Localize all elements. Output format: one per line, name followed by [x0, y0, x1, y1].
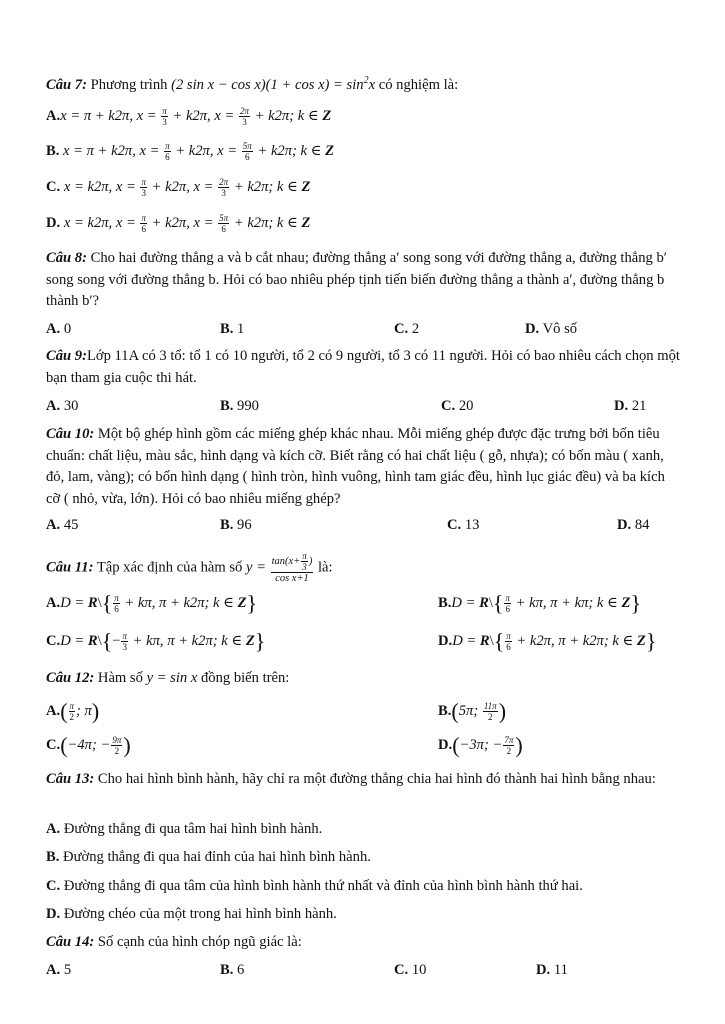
option-label: D. [46, 215, 61, 231]
question-text: Một bộ ghép hình gồm các miếng ghép khác nhau. Mỗi miếng ghép được đặc trưng bởi bốn tiêu chuẩn: chất liệu, màu sắc, hình dạng và kích cỡ. Biết rằng có hai chất liệu ( gỗ, nhựa); có bốn màu ( xanh, đỏ, lam, vàng); có bốn hình dạng ( hình tròn, hình vuông, hình tam giác đều, hình lục giác đều) và ba kích cỡ ( nhỏ, vừa, lớn). Hỏi có bao nhiêu miếng ghép? [46, 426, 665, 507]
q9-option-c[interactable]: C. 20 [441, 398, 474, 414]
fraction: $\frac{5\pi}{6}$ [242, 141, 252, 163]
question-label: Câu 10: [46, 426, 95, 442]
equation: (2 sin x − cos x)(1 + cos x) = sin [171, 76, 364, 93]
exponent: 2 [363, 75, 369, 86]
question-text-end: là: [317, 559, 333, 576]
q10-option-b[interactable]: B. 96 [220, 517, 252, 533]
integer-set: Z [322, 108, 332, 124]
q10-option-a[interactable]: A. 45 [46, 517, 79, 533]
fraction: $\frac{2\pi}{3}$ [239, 106, 249, 128]
q13-option-c[interactable]: C. Đường thẳng đi qua tâm của hình bình hành thứ nhất và đỉnh của hình bình hành thứ hai. [46, 878, 583, 894]
question-text-end: đồng biến trên: [201, 670, 290, 686]
q9-option-b[interactable]: B. 990 [220, 398, 259, 414]
q11-option-b[interactable]: B.D = R\{ $\frac{\pi}{6}$ + kπ, π + kπ; k ∈ Z} [438, 590, 641, 616]
fraction: $\frac{\pi}{6}$ [141, 213, 146, 235]
question-9-stem [46, 346, 682, 389]
option-math: + k2π; k ∈ [253, 143, 326, 159]
question-11-stem [46, 551, 333, 585]
question-text: Số cạnh của hình chóp ngũ giác là: [97, 934, 302, 950]
question-text: Lớp 11A có 3 tổ: tổ 1 có 10 người, tổ 2 có 9 người, tổ 3 có 11 người. Hỏi có bao nhiêu cách chọn một bạn tham gia cuộc thi hát. [46, 348, 680, 386]
option-math: x = k2π, x = [60, 179, 140, 195]
function-fraction: tan(x+ $\frac{\pi}{3}$ ) cos x+1 [271, 551, 313, 584]
option-label: B. [46, 143, 60, 159]
question-7-stem [46, 70, 458, 96]
question-label: Câu 9: [46, 348, 87, 364]
q11-option-c[interactable]: C.D = R\{− $\frac{\pi}{3}$ + kπ, π + k2π; k ∈ Z} [46, 628, 266, 654]
option-math: + k2π, x = [148, 215, 218, 231]
option-math: + k2π; k ∈ [250, 108, 323, 124]
question-label: Câu 11: [46, 559, 94, 576]
q14-option-b[interactable]: B. 6 [220, 962, 245, 978]
equation-var: x [368, 76, 376, 93]
q7-option-c[interactable] [46, 176, 310, 198]
integer-set: Z [301, 215, 311, 231]
option-math: + k2π; k ∈ [230, 215, 302, 231]
option-math: + k2π, x = [171, 143, 241, 159]
question-12-stem [46, 667, 289, 689]
option-math: x = π + k2π, x = [59, 143, 164, 159]
q13-option-d[interactable]: D. Đường chéo của một trong hai hình bình hành. [46, 906, 337, 922]
q12-option-b[interactable]: B.(5π; $\frac{11\pi}{2}$ ) [438, 698, 507, 724]
q10-option-c[interactable]: C. 13 [447, 517, 480, 533]
question-text: Hàm số [97, 670, 143, 686]
q11-option-d[interactable]: D.D = R\{ $\frac{\pi}{6}$ + k2π, π + k2π; k ∈ Z} [438, 628, 657, 654]
fraction: $\frac{\pi}{3}$ [141, 177, 146, 199]
question-14-stem [46, 931, 302, 953]
q8-option-a[interactable]: A. 0 [46, 321, 72, 337]
question-label: Câu 8: [46, 250, 87, 266]
q12-option-a[interactable]: A.( $\frac{\pi}{2}$ ; π) [46, 698, 100, 724]
q14-option-d[interactable]: D. 11 [536, 962, 568, 978]
q8-option-b[interactable]: B. 1 [220, 321, 245, 337]
q9-option-a[interactable]: A. 30 [46, 398, 79, 414]
q10-option-d[interactable]: D. 84 [617, 517, 650, 533]
q9-option-d[interactable]: D. 21 [614, 398, 647, 414]
question-label: Câu 13: [46, 771, 95, 787]
integer-set: Z [325, 143, 335, 159]
question-text: Tập xác định của hàm số [96, 559, 243, 576]
option-math: + k2π; k ∈ [230, 179, 302, 195]
question-13-stem [46, 769, 682, 791]
q12-option-d[interactable]: D.(−3π; − $\frac{7\pi}{2}$ ) [438, 732, 523, 758]
option-math: + k2π, x = [168, 108, 238, 124]
q8-option-c[interactable]: C. 2 [394, 321, 420, 337]
question-8-stem [46, 248, 682, 313]
q7-option-b[interactable] [46, 140, 334, 162]
question-label: Câu 7: [46, 76, 87, 93]
q7-option-d[interactable] [46, 212, 310, 234]
option-math: + k2π, x = [148, 179, 218, 195]
q8-option-d[interactable]: D. Vô số [525, 321, 578, 337]
question-label: Câu 14: [46, 934, 95, 950]
q11-option-a[interactable]: A.D = R\{ $\frac{\pi}{6}$ + kπ, π + k2π; k ∈ Z} [46, 590, 258, 616]
function-name: y = [245, 559, 266, 576]
q13-option-b[interactable]: B. Đường thẳng đi qua hai đỉnh của hai hình bình hành. [46, 849, 371, 865]
option-label: A. [46, 108, 61, 124]
question-text: Cho hai hình bình hành, hãy chỉ ra một đường thẳng chia hai hình đó thành hai hình bằng nhau: [97, 771, 656, 787]
question-text: Cho hai đường thẳng a và b cắt nhau; đường thẳng a′ song song với đường thẳng a, đường thẳng b′ song song với đường thẳng b. Hỏi có bao nhiêu phép tịnh tiến biến đường thẳng a thành a′, đường thẳng b thành b′? [46, 250, 667, 309]
q7-option-a[interactable] [46, 105, 331, 127]
q14-option-c[interactable]: C. 10 [394, 962, 427, 978]
fraction: $\frac{5\pi}{6}$ [219, 213, 229, 235]
function-name: y = sin x [146, 670, 198, 686]
question-text-end: có nghiệm là: [378, 76, 459, 93]
option-label: C. [46, 179, 61, 195]
question-label: Câu 12: [46, 670, 95, 686]
q14-option-a[interactable]: A. 5 [46, 962, 72, 978]
q13-option-a[interactable]: A. Đường thẳng đi qua tâm hai hình bình hành. [46, 821, 323, 837]
fraction: $\frac{\pi}{6}$ [165, 141, 170, 163]
fraction: $\frac{2\pi}{3}$ [219, 177, 229, 199]
question-text: Phương trình [90, 76, 168, 93]
integer-set: Z [301, 179, 311, 195]
question-10-stem [46, 424, 682, 510]
option-math: x = π + k2π, x = [60, 108, 161, 124]
fraction: $\frac{\pi}{3}$ [162, 106, 167, 128]
option-math: x = k2π, x = [60, 215, 140, 231]
q12-option-c[interactable]: C.(−4π; − $\frac{9\pi}{2}$ ) [46, 732, 131, 758]
